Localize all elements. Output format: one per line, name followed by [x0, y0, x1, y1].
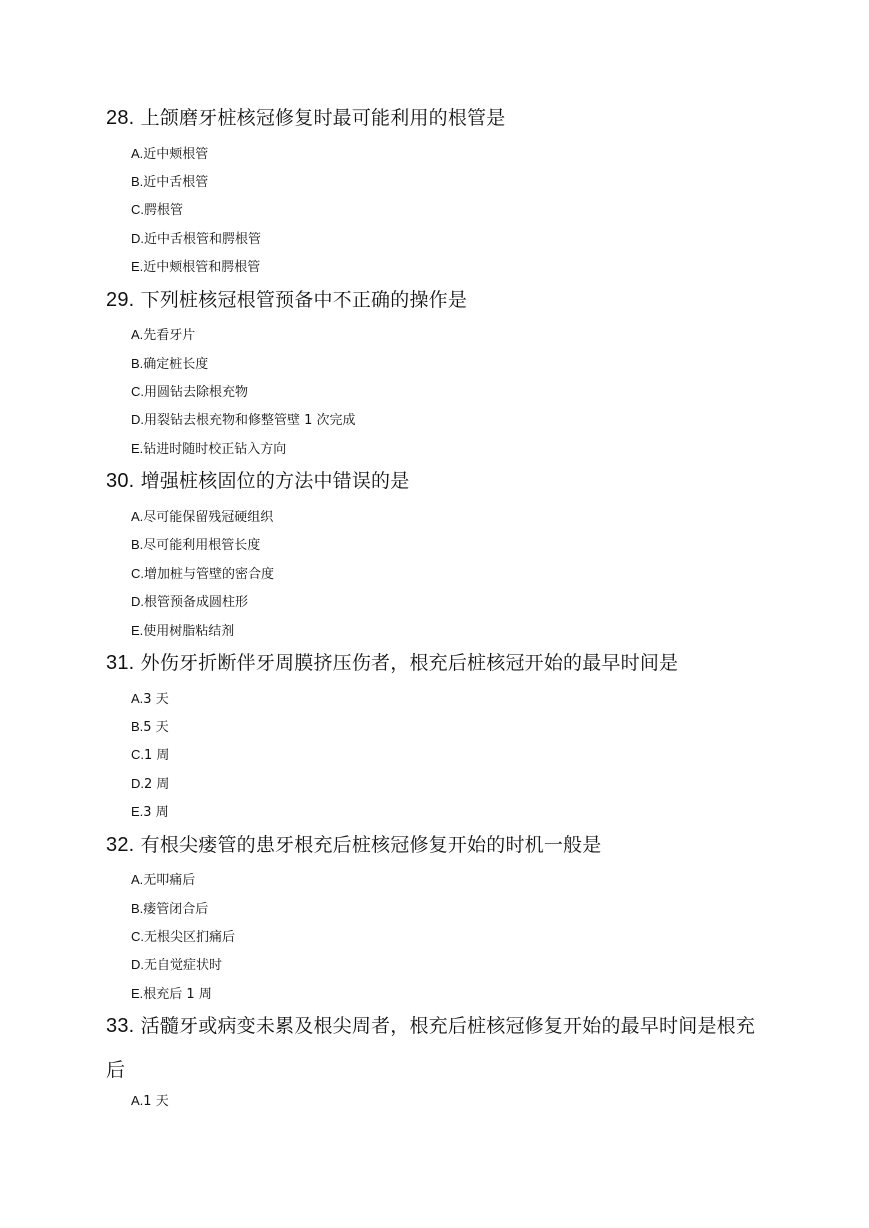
- question-text: 活髓牙或病变未累及根尖周者，根充后桩核冠修复开始的最早时间是根充后: [106, 1015, 756, 1081]
- question-31-option-a: A.3 天: [131, 691, 169, 707]
- question-number: 31.: [106, 652, 135, 674]
- question-text: 有根尖瘘管的患牙根充后桩核冠修复开始的时机一般是: [140, 834, 602, 856]
- question-31-stem: [106, 649, 786, 677]
- question-29-option-a: A.先看牙片: [131, 327, 196, 343]
- question-32-option-c: C.无根尖区扪痛后: [131, 929, 236, 945]
- question-30-option-e: E.使用树脂粘结剂: [131, 623, 235, 639]
- question-28-option-e: E.近中颊根管和腭根管: [131, 259, 261, 275]
- question-29-option-d: D.用裂钻去根充物和修整管壁 1 次完成: [131, 412, 356, 428]
- question-31-option-b: B.5 天: [131, 719, 169, 735]
- question-text: 下列桩核冠根管预备中不正确的操作是: [140, 289, 468, 311]
- question-number: 30.: [106, 470, 135, 492]
- question-32-option-d: D.无自觉症状时: [131, 957, 223, 973]
- question-33-stem: [106, 1004, 766, 1092]
- question-28-option-a: A.近中颊根管: [131, 146, 209, 162]
- question-31-option-d: D.2 周: [131, 776, 170, 792]
- question-text: 上颌磨牙桩核冠修复时最可能利用的根管是: [140, 107, 506, 129]
- question-28-option-d: D.近中舌根管和腭根管: [131, 231, 262, 247]
- question-29-option-e: E.钻进时随时校正钻入方向: [131, 441, 287, 457]
- question-30-option-d: D.根管预备成圆柱形: [131, 594, 249, 610]
- question-33-option-a: A.1 天: [131, 1093, 169, 1109]
- question-29-option-b: B.确定桩长度: [131, 356, 209, 372]
- question-number: 33.: [106, 1015, 135, 1037]
- question-29-stem: [106, 286, 786, 314]
- question-31-option-e: E.3 周: [131, 804, 169, 820]
- question-28-option-c: C.腭根管: [131, 202, 184, 218]
- question-30-option-c: C.增加桩与管壁的密合度: [131, 566, 275, 582]
- question-number: 28.: [106, 107, 135, 129]
- question-32-stem: [106, 831, 786, 859]
- question-text: 增强桩核固位的方法中错误的是: [140, 470, 410, 492]
- question-31-option-c: C.1 周: [131, 747, 170, 763]
- question-32-option-e: E.根充后 1 周: [131, 986, 212, 1002]
- question-32-option-a: A.无叩痛后: [131, 872, 196, 888]
- question-number: 29.: [106, 289, 135, 311]
- question-30-option-b: B.尽可能利用根管长度: [131, 537, 261, 553]
- question-number: 32.: [106, 834, 135, 856]
- question-30-option-a: A.尽可能保留残冠硬组织: [131, 509, 274, 525]
- question-32-option-b: B.瘘管闭合后: [131, 901, 209, 917]
- question-text: 外伤牙折断伴牙周膜挤压伤者，根充后桩核冠开始的最早时间是: [140, 652, 679, 674]
- question-28-option-b: B.近中舌根管: [131, 174, 209, 190]
- question-29-option-c: C.用圆钻去除根充物: [131, 384, 249, 400]
- question-30-stem: [106, 467, 786, 495]
- question-28-stem: [106, 104, 786, 132]
